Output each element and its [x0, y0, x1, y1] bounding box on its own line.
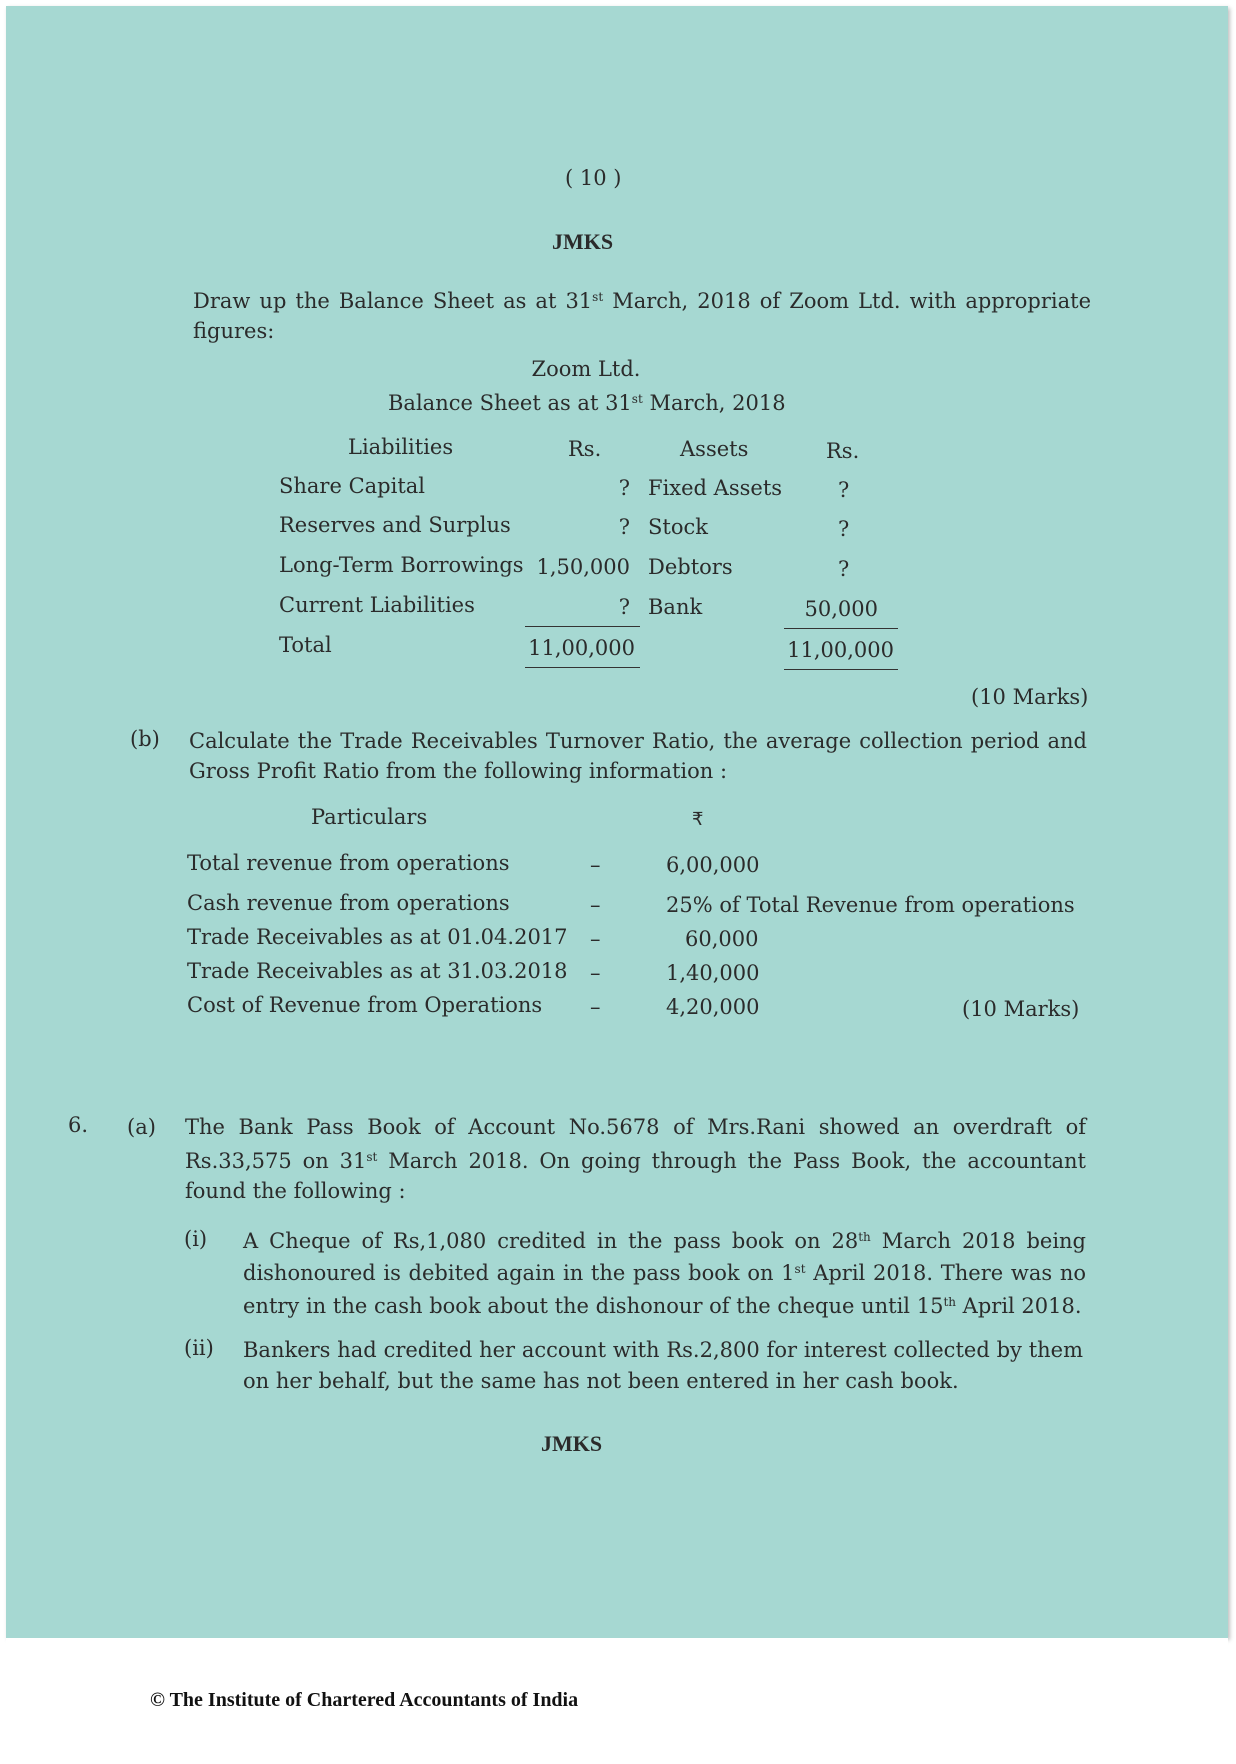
- particular-value: 60,000: [685, 927, 759, 951]
- liability-label: Current Liabilities: [279, 593, 475, 617]
- total-liabilities: 11,00,000: [528, 636, 635, 660]
- header-particulars: Particulars: [311, 805, 428, 829]
- balance-instruction-line2: figures:: [193, 319, 275, 343]
- liability-label: Reserves and Surplus: [279, 513, 511, 537]
- asset-label: Bank: [648, 595, 703, 619]
- company-name: Zoom Ltd.: [531, 357, 641, 381]
- particular-label: Trade Receivables as at 01.04.2017: [187, 925, 568, 949]
- question-6-line1: The Bank Pass Book of Account No.5678 of Mrs.Rani showed an overdraft of: [185, 1115, 1086, 1139]
- page-number: ( 10 ): [565, 166, 622, 190]
- question-b-label: (b): [130, 727, 160, 751]
- question-b-line2: Gross Profit Ratio from the following information :: [189, 759, 728, 783]
- particular-dash: –: [590, 893, 601, 917]
- particular-label: Cash revenue from operations: [187, 891, 510, 915]
- total-assets: 11,00,000: [787, 638, 894, 662]
- question-6-line3: found the following :: [185, 1179, 406, 1203]
- item-i-line3: entry in the cash book about the dishonour of the cheque until 15th April 2018.: [243, 1294, 1082, 1318]
- asset-label: Fixed Assets: [648, 476, 783, 500]
- particular-value: 6,00,000: [666, 853, 760, 877]
- header-liabilities: Liabilities: [348, 435, 454, 459]
- liability-amount: ?: [618, 515, 630, 539]
- item-ii-label: (ii): [184, 1336, 214, 1360]
- item-i-line2: dishonoured is debited again in the pass book on 1st April 2018. There was no: [243, 1261, 1086, 1285]
- header-rs-assets: Rs.: [826, 439, 860, 463]
- asset-amount: ?: [838, 557, 850, 581]
- particular-dash: –: [590, 995, 601, 1019]
- item-ii-line1: Bankers had credited her account with Rs.2,800 for interest collected by them: [243, 1338, 1083, 1362]
- particular-value: 25% of Total Revenue from operations: [666, 893, 1075, 917]
- question-6-label: (a): [127, 1115, 156, 1139]
- particular-value: 1,40,000: [666, 961, 760, 985]
- question-b-line1: Calculate the Trade Receivables Turnover Ratio, the average collection period and: [189, 729, 1087, 753]
- asset-amount: ?: [838, 517, 850, 541]
- item-ii-line2: on her behalf, but the same has not been entered in her cash book.: [243, 1369, 959, 1393]
- header-rs-liabilities: Rs.: [568, 437, 602, 461]
- footer-code: JMKS: [541, 1431, 603, 1456]
- total-label: Total: [279, 633, 332, 657]
- balance-instruction-line1: Draw up the Balance Sheet as at 31st March, 2018 of Zoom Ltd. with appropriate: [193, 289, 1092, 313]
- liability-amount: 1,50,000: [536, 555, 630, 579]
- liability-amount: ?: [618, 595, 630, 619]
- subtotal-rule-assets: [784, 628, 898, 629]
- question-6-number: 6.: [68, 1113, 89, 1137]
- particular-label: Trade Receivables as at 31.03.2018: [187, 959, 568, 983]
- item-i-label: (i): [184, 1227, 208, 1251]
- header-currency: ₹: [692, 809, 704, 830]
- particular-dash: –: [590, 853, 601, 877]
- asset-amount: ?: [838, 478, 850, 502]
- asset-label: Debtors: [648, 555, 733, 579]
- header-assets: Assets: [680, 437, 749, 461]
- particular-dash: –: [590, 927, 601, 951]
- copyright-footer: © The Institute of Chartered Accountants of India: [150, 1689, 579, 1711]
- header-code: JMKS: [552, 229, 614, 254]
- total-rule-assets: [784, 669, 898, 670]
- marks-balance: (10 Marks): [971, 685, 1089, 709]
- total-rule-liabilities: [525, 667, 640, 668]
- liability-amount: ?: [618, 476, 630, 500]
- balance-sheet-title: Balance Sheet as at 31st March, 2018: [388, 391, 786, 415]
- item-i-line1: A Cheque of Rs,1,080 credited in the pass book on 28th March 2018 being: [243, 1229, 1086, 1253]
- liability-label: Long-Term Borrowings: [279, 553, 524, 577]
- marks-b: (10 Marks): [962, 997, 1080, 1021]
- particular-label: Total revenue from operations: [187, 851, 510, 875]
- particular-dash: –: [590, 961, 601, 985]
- liability-label: Share Capital: [279, 474, 425, 498]
- asset-label: Stock: [648, 515, 708, 539]
- particular-label: Cost of Revenue from Operations: [187, 993, 543, 1017]
- particular-value: 4,20,000: [666, 995, 760, 1019]
- question-6-line2: Rs.33,575 on 31st March 2018. On going through the Pass Book, the accountant: [185, 1149, 1086, 1173]
- subtotal-rule-liabilities: [525, 626, 640, 627]
- asset-amount: 50,000: [804, 597, 878, 621]
